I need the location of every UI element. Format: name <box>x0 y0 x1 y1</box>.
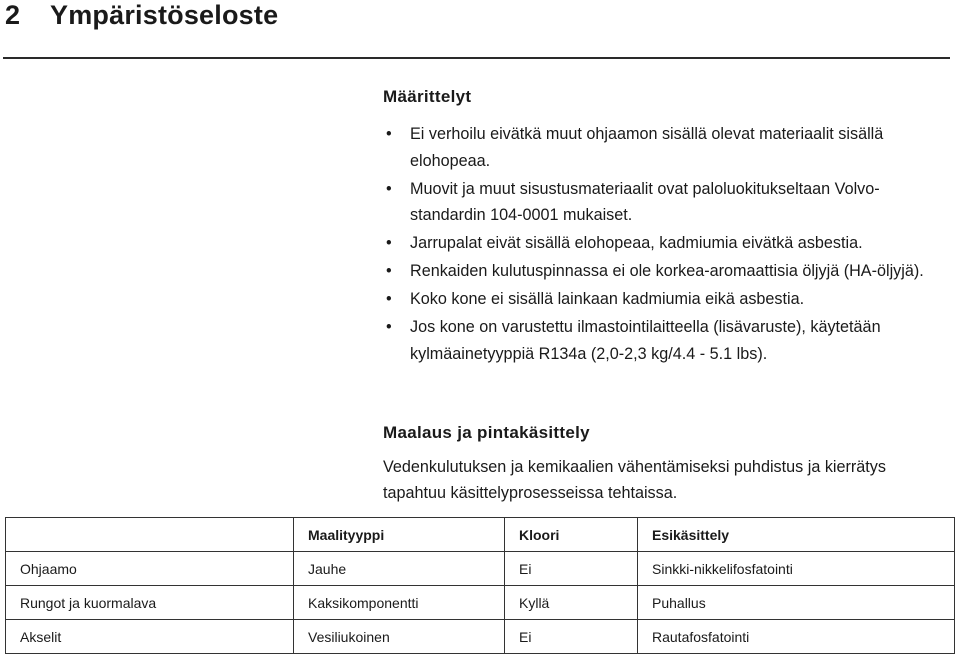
table-cell: Rungot ja kuormalava <box>6 586 294 620</box>
table-cell: Ohjaamo <box>6 552 294 586</box>
list-item <box>383 286 943 313</box>
table-cell: Sinkki-nikkelifosfatointi <box>638 552 955 586</box>
list-item-text: Jarrupalat eivät sisällä elohopeaa, kadmiumia eivätkä asbestia. <box>410 234 863 252</box>
list-item <box>383 176 943 229</box>
table-row <box>6 620 955 654</box>
bullet-icon: • <box>386 318 392 336</box>
heading-rule <box>3 57 950 59</box>
table-header-row <box>6 518 955 552</box>
table-cell: Ei <box>505 552 638 586</box>
table-cell: Ei <box>505 620 638 654</box>
bullet-icon: • <box>386 290 392 308</box>
header-cell: Esikäsittely <box>638 518 955 552</box>
list-item-text: Jos kone on varustettu ilmastointilaitteella (lisävaruste), käytetään kylmäainetyyppiä R134a (2,0-2,3 kg/4.4 - 5.1 lbs). <box>410 318 881 363</box>
bullet-icon: • <box>386 262 392 280</box>
table-cell: Vesiliukoinen <box>294 620 505 654</box>
list-item <box>383 314 943 367</box>
painting-text: Vedenkulutuksen ja kemikaalien vähentämiseksi puhdistus ja kierrätys tapahtuu käsittelyprosesseissa tehtaissa. <box>383 458 886 502</box>
header-cell: Maalityyppi <box>294 518 505 552</box>
list-item-text: Renkaiden kulutuspinnassa ei ole korkea-aromaattisia öljyjä (HA-öljyjä). <box>410 262 924 280</box>
chapter-number: 2 <box>5 0 21 30</box>
list-item <box>383 258 943 285</box>
bullet-icon: • <box>386 125 392 143</box>
header-cell <box>6 518 294 552</box>
bullet-icon: • <box>386 234 392 252</box>
header-cell: Kloori <box>505 518 638 552</box>
table-row <box>6 552 955 586</box>
table-cell: Kyllä <box>505 586 638 620</box>
bullet-icon: • <box>386 179 392 198</box>
table-cell: Jauhe <box>294 552 505 586</box>
table-row <box>6 586 955 620</box>
table-cell: Rautafosfatointi <box>638 620 955 654</box>
table-cell: Kaksikomponentti <box>294 586 505 620</box>
list-item-text: Ei verhoilu eivätkä muut ohjaamon sisällä olevat materiaalit sisällä elohopeaa. <box>410 125 884 170</box>
definitions-list <box>383 121 943 369</box>
list-item <box>383 230 943 257</box>
list-item-text: Koko kone ei sisällä lainkaan kadmiumia eikä asbestia. <box>410 290 805 308</box>
table-cell: Akselit <box>6 620 294 654</box>
table-cell: Puhallus <box>638 586 955 620</box>
chapter-title: Ympäristöseloste <box>50 0 279 30</box>
list-item-text: Muovit ja muut sisustusmateriaalit ovat paloluokitukseltaan Volvo-standardin 104-0001 mukaiset. <box>410 179 880 224</box>
chapter-heading <box>5 0 278 31</box>
painting-title: Maalaus ja pintakäsittely <box>383 423 590 442</box>
list-item <box>383 121 943 174</box>
definitions-title: Määrittelyt <box>383 87 472 106</box>
painting-table <box>5 517 955 654</box>
